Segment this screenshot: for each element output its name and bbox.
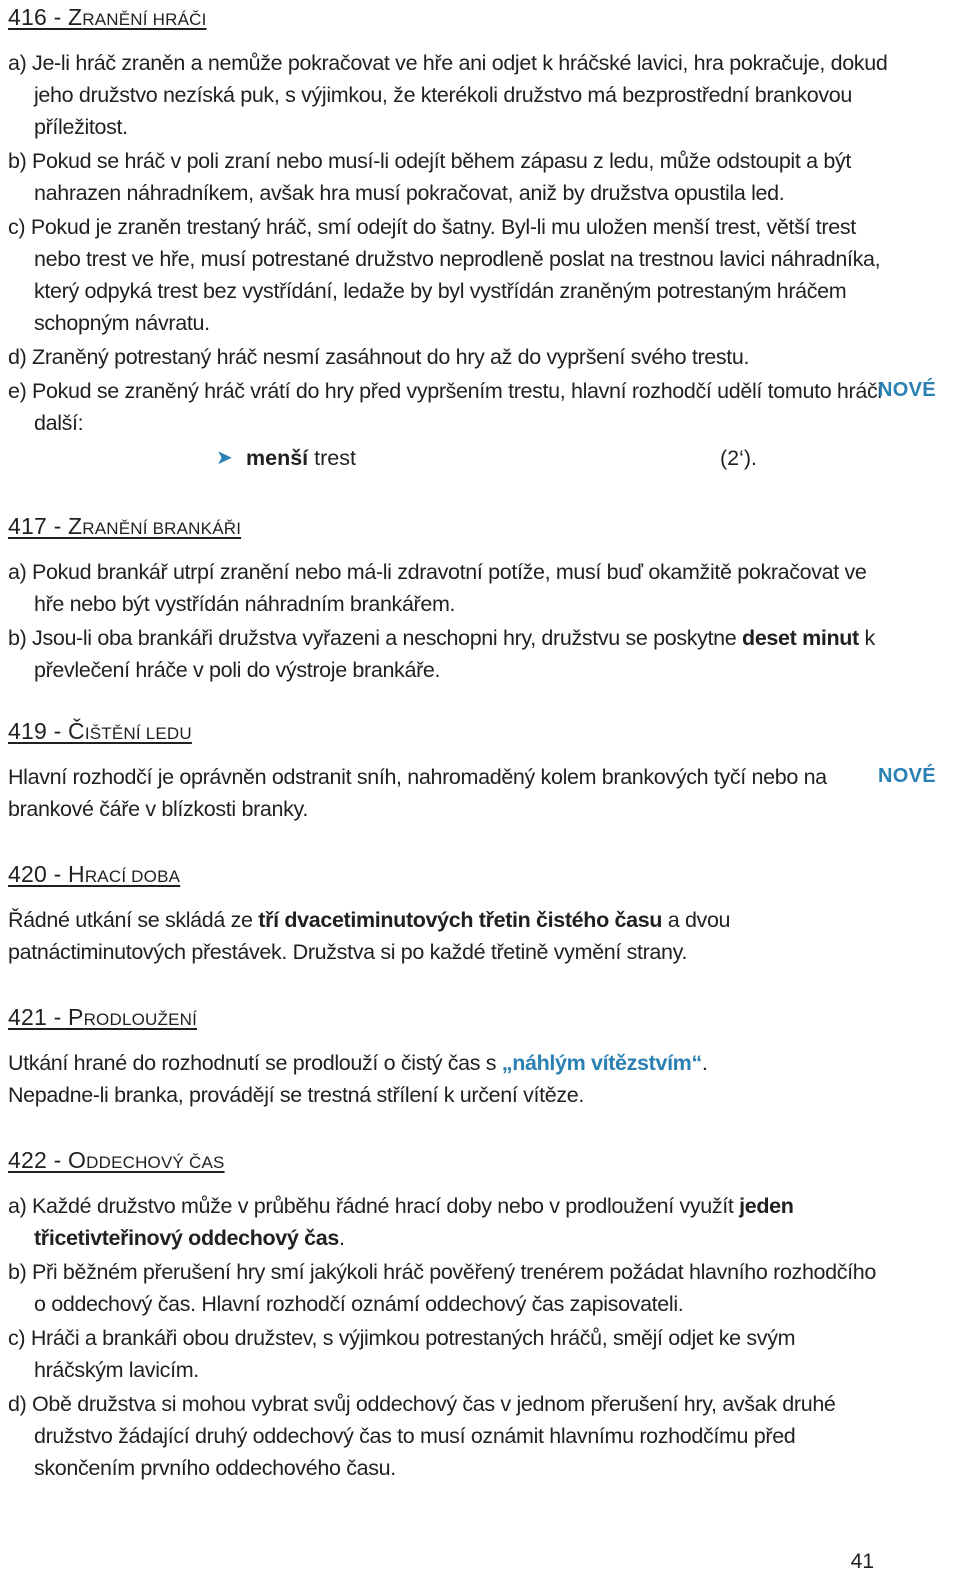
sudden-victory-term: „náhlým vítězstvím“ — [501, 1051, 702, 1075]
clause-b: b) Při běžném přerušení hry smí jakýkoli hráč pověřený trenérem požádat hlavního rozhodčího o oddechový čas. Hlavní rozhodčí oznámí oddechový čas zapisovateli. — [8, 1260, 877, 1316]
section-422 — [8, 1145, 888, 1484]
section-417 — [8, 511, 888, 686]
section-heading: 416 - ZRANĚNÍ HRÁČI — [8, 4, 207, 30]
paragraph: Řádné utkání se skládá ze tří dvacetiminutových třetin čistého času a dvou patnáctiminutových přestávek. Družstva si po každé třetině vymění strany. — [8, 908, 731, 964]
penalty-duration: (2‘). — [720, 446, 758, 470]
section-419 — [8, 716, 936, 825]
new-rule-badge: NOVÉ — [878, 379, 936, 401]
clause-d: d) Obě družstva si mohou vybrat svůj oddechový čas v jednom přerušení hry, avšak druhé družstvo žádající druhý oddechový čas to musí oznámit hlavnímu rozhodčímu před skončením prvního oddechového času. — [8, 1392, 836, 1480]
page-number: 41 — [850, 1550, 874, 1573]
new-rule-badge: NOVÉ — [878, 765, 936, 787]
section-heading: 419 - ČIŠTĚNÍ LEDU — [8, 718, 192, 744]
section-heading: 420 - HRACÍ DOBA — [8, 861, 181, 887]
clause-c: c) Hráči a brankáři obou družstev, s výjimkou potrestaných hráčů, smějí odjet ke svým hráčským lavicím. — [8, 1326, 796, 1382]
section-heading: 422 - ODDECHOVÝ ČAS — [8, 1147, 225, 1173]
clause-d: d) Zraněný potrestaný hráč nesmí zasáhnout do hry až do vypršení svého trestu. — [8, 345, 750, 369]
paragraph: Utkání hrané do rozhodnutí se prodlouží o čistý čas s „náhlým vítězstvím“. — [8, 1051, 708, 1075]
section-heading: 421 - PRODLOUŽENÍ — [8, 1004, 198, 1030]
rulebook-page — [8, 0, 936, 1484]
clause-c: c) Pokud je zraněn trestaný hráč, smí odejít do šatny. Byl-li mu uložen menší trest, větší trest nebo trest ve hře, musí potrestané družstvo neprodleně poslat na trestnou lavici náhradníka, který odpyká trest bez vystřídání, ledaže by byl vystřídán zraněným potrestaným hráčem schopným návratu. — [8, 215, 881, 335]
penalty-line: ➤ menší trest (2‘). — [8, 441, 888, 475]
section-421 — [8, 1002, 888, 1111]
penalty-type: menší — [246, 446, 309, 470]
section-416 — [8, 2, 936, 475]
clause-a: a) Pokud brankář utrpí zranění nebo má-li zdravotní potíže, musí buď okamžitě pokračovat ve hře nebo být vystřídán náhradním brankářem. — [8, 560, 867, 616]
clause-e: e) Pokud se zraněný hráč vrátí do hry před vypršením trestu, hlavní rozhodčí udělí tomuto hráči další: — [8, 379, 882, 435]
arrowhead-right-icon: ➤ — [216, 447, 233, 469]
section-420 — [8, 859, 888, 968]
section-heading: 417 - ZRANĚNÍ BRANKÁŘI — [8, 513, 242, 539]
clause-a: a) Je-li hráč zraněn a nemůže pokračovat ve hře ani odjet k hráčské lavici, hra pokračuje, dokud jeho družstvo nezíská puk, s výjimkou, že kterékoli družstvo má bezprostřední brankovou příležitost. — [8, 51, 888, 139]
clause-b: b) Jsou-li oba brankáři družstva vyřazeni a neschopni hry, družstvu se poskytne deset minut k převlečení hráče v poli do výstroje brankáře. — [8, 626, 875, 682]
clause-b: b) Pokud se hráč v poli zraní nebo musí-li odejít během zápasu z ledu, může odstoupit a být nahrazen náhradníkem, avšak hra musí pokračovat, aniž by družstva opustila led. — [8, 149, 851, 205]
clause-a: a) Každé družstvo může v průběhu řádné hrací doby nebo v prodloužení využít jeden třicetivteřinový oddechový čas. — [8, 1194, 794, 1250]
paragraph: Hlavní rozhodčí je oprávněn odstranit sníh, nahromaděný kolem brankových tyčí nebo na brankové čáře v blízkosti branky. — [8, 765, 827, 821]
paragraph: Nepadne-li branka, provádějí se trestná střílení k určení vítěze. — [8, 1083, 584, 1107]
